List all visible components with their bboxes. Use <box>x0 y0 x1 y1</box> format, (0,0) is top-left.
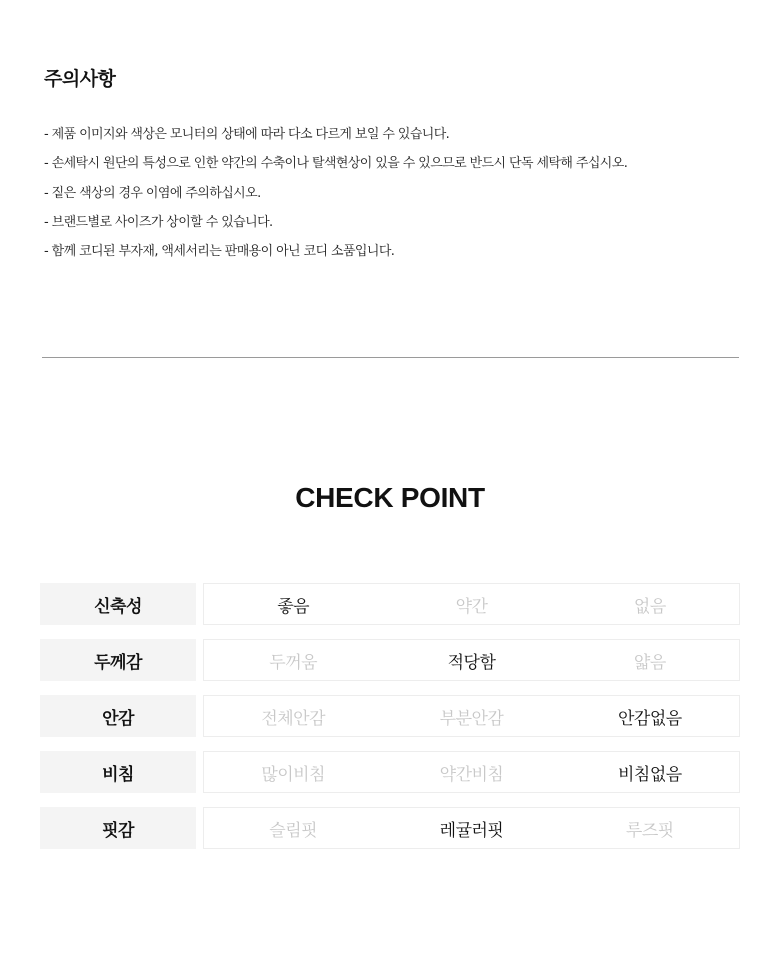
check-point-option: 얇음 <box>633 652 666 673</box>
caution-item: - 함께 코디된 부자재, 액세서리는 판매용이 아닌 코디 소품입니다. <box>44 244 395 260</box>
check-point-label: 핏감 <box>40 807 196 849</box>
check-point-row-thickness <box>40 639 740 681</box>
check-point-row-stretch <box>40 583 740 625</box>
check-point-row-sheerness <box>40 751 740 793</box>
check-point-option: 약간비침 <box>439 764 504 785</box>
check-point-option: 안감없음 <box>617 708 682 729</box>
check-point-option: 루즈핏 <box>625 820 674 841</box>
check-point-option: 레귤러핏 <box>439 820 504 841</box>
check-point-option: 약간 <box>455 596 488 617</box>
check-point-option: 좋음 <box>277 596 310 617</box>
check-point-table <box>40 583 740 863</box>
check-point-option: 두꺼움 <box>269 652 318 673</box>
check-point-row-lining <box>40 695 740 737</box>
check-point-options <box>203 583 740 625</box>
check-point-option: 부분안감 <box>439 708 504 729</box>
check-point-option: 비침없음 <box>617 764 682 785</box>
check-point-options <box>203 751 740 793</box>
check-point-option: 적당함 <box>447 652 496 673</box>
caution-item: - 브랜드별로 사이즈가 상이할 수 있습니다. <box>44 214 273 230</box>
caution-item: - 짙은 색상의 경우 이염에 주의하십시오. <box>44 185 261 201</box>
caution-item: - 손세탁시 원단의 특성으로 인한 약간의 수축이나 탈색현상이 있을 수 있으므로 반드시 단독 세탁해 주십시오. <box>44 156 628 172</box>
check-point-row-fit <box>40 807 740 849</box>
check-point-options <box>203 639 740 681</box>
caution-list <box>44 120 627 266</box>
check-point-option: 전체안감 <box>261 708 326 729</box>
check-point-label: 안감 <box>40 695 196 737</box>
check-point-title: CHECK POINT <box>295 482 485 513</box>
check-point-label: 두께감 <box>40 639 196 681</box>
check-point-options <box>203 807 740 849</box>
caution-item: - 제품 이미지와 색상은 모니터의 상태에 따라 다소 다르게 보일 수 있습니다. <box>44 127 450 142</box>
check-point-option: 많이비침 <box>261 764 326 785</box>
check-point-option: 슬림핏 <box>269 820 318 841</box>
section-divider <box>42 357 739 358</box>
check-point-label: 신축성 <box>40 583 196 625</box>
check-point-option: 없음 <box>633 596 666 617</box>
check-point-label: 비침 <box>40 751 196 793</box>
caution-title: 주의사항 <box>44 68 116 90</box>
check-point-options <box>203 695 740 737</box>
